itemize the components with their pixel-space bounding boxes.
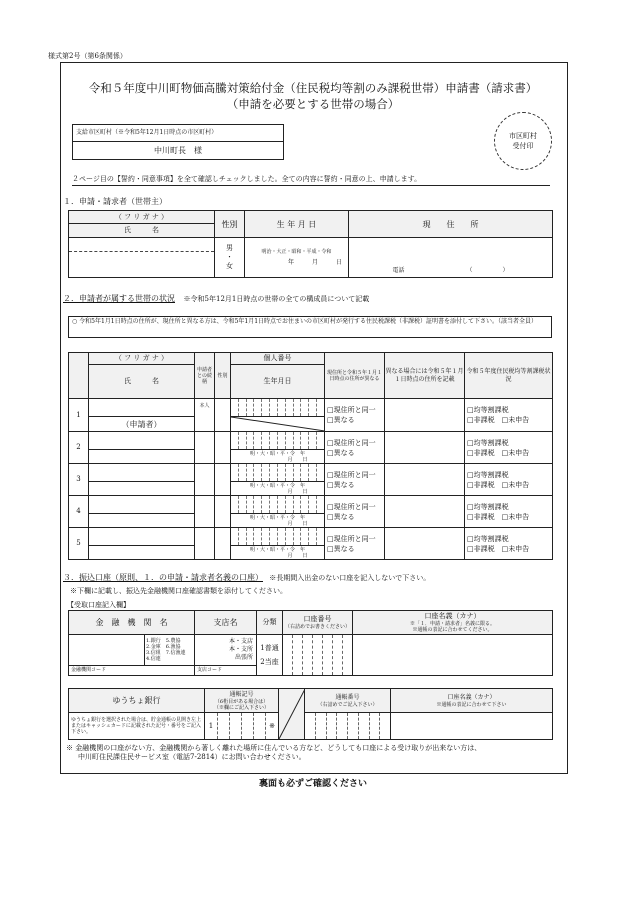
title-line-1: 令和５年度中川町物価高騰対策給付金（住民税均等割のみ課税世帯）申請書（請求書）	[88, 81, 538, 95]
header-dob: 生 年 月 日	[245, 211, 349, 238]
member-prev-address-field[interactable]	[385, 432, 465, 464]
symbol-note-1: （6桁目がある場合は）	[214, 698, 269, 705]
applicant-dob-field[interactable]	[245, 238, 349, 278]
holder2-header: 口座名義（カナ）	[447, 693, 496, 701]
hh-col-furigana: （ フ リ ガ ナ ）	[89, 353, 195, 365]
applicant-address-field[interactable]	[349, 238, 553, 278]
member-name-field[interactable]	[89, 546, 195, 560]
holder-note-2: ※通帳の表記に合わせてください。	[412, 627, 493, 633]
member-name-field[interactable]	[89, 450, 195, 464]
form-number: 様式第2号（第6条関係）	[48, 52, 127, 60]
member-tax-status[interactable]: □均等割課税 □非課税 □未申告	[465, 432, 553, 464]
member-sex-field[interactable]	[215, 464, 231, 496]
member-tax-status[interactable]: □均等割課税 □非課税 □未申告	[465, 496, 553, 528]
branch-code-field[interactable]: 支店コード	[195, 665, 257, 675]
member-name-field[interactable]	[89, 482, 195, 496]
holder-header: 口座名義（カナ）	[424, 612, 481, 620]
section1-heading: １．申請・請求者（世帯主）	[63, 197, 167, 206]
hh-col-relation: 申請者との続柄	[195, 353, 215, 399]
phone-paren: （ ）	[466, 267, 509, 274]
account-type-options[interactable]: 1普通 2当座	[257, 635, 283, 676]
mayor-name: 中川町長 様	[73, 142, 284, 160]
member-address-check[interactable]: □現住所と同一 □異なる	[325, 496, 385, 528]
account-header-note: （右詰めでお書きください）	[284, 624, 350, 630]
member-mynumber-field[interactable]	[231, 496, 325, 514]
member-prev-address-field[interactable]	[385, 496, 465, 528]
member-relation-field[interactable]	[195, 432, 215, 464]
member-dob-field[interactable]: 明・大・昭・平・令 年 月 日	[231, 514, 325, 528]
member-prev-address-field[interactable]	[385, 528, 465, 560]
household-row	[69, 399, 553, 417]
number-header: 通帳番号	[335, 693, 360, 701]
applicant-name-field[interactable]	[69, 238, 215, 278]
hh-col-address-diff: 異なる場合には令和５年１月１日時点の住所を記載	[385, 353, 465, 399]
member-name-field[interactable]	[89, 514, 195, 528]
section2-heading	[63, 293, 369, 304]
address-notice: ○ 令和5年1月1日時点の住所が、現住所と異なる方は、令和5年1月1日時点でお住まいの市区町村が発行する住民税課税（非課税）証明書を添付して下さい。（該当者全員）	[68, 316, 552, 338]
number-note: （右詰めでご記入下さい）	[317, 701, 378, 708]
member-tax-status[interactable]: □均等割課税 □非課税 □未申告	[465, 399, 553, 432]
bank-name-field[interactable]	[69, 635, 145, 666]
member-furigana-field[interactable]	[89, 432, 195, 450]
household-row	[69, 432, 553, 450]
member-sex-field[interactable]	[215, 496, 231, 528]
member-number: 5	[69, 528, 89, 560]
footer-note	[66, 744, 556, 762]
member-address-check[interactable]: □現住所と同一 □異なる	[325, 399, 385, 432]
member-address-check[interactable]: □現住所と同一 □異なる	[325, 432, 385, 464]
member-furigana-field[interactable]	[89, 399, 195, 417]
member-number: 3	[69, 464, 89, 496]
member-sex-field[interactable]	[215, 432, 231, 464]
member-name-field[interactable]: （申請者）	[89, 417, 195, 432]
member-dob-field[interactable]: 明・大・昭・平・令 年 月 日	[231, 546, 325, 560]
yucho-symbol-field[interactable]	[205, 713, 279, 740]
seal-line-2: 受付印	[512, 142, 534, 150]
bank-col-name: 金 融 機 関 名	[69, 611, 195, 635]
bank-col-account	[283, 611, 353, 635]
yucho-number-field[interactable]	[305, 713, 391, 740]
hh-col-mynumber: 個人番号	[231, 353, 325, 365]
bank-col-holder	[353, 611, 553, 635]
section3-heading	[63, 573, 430, 583]
member-relation-field[interactable]	[195, 496, 215, 528]
member-address-check[interactable]: □現住所と同一 □異なる	[325, 528, 385, 560]
section3-title: ３．振込口座（原則、１．の申請・請求者名義の口座）	[63, 573, 263, 582]
phone-label: 電話	[392, 267, 405, 274]
member-relation-field[interactable]	[195, 464, 215, 496]
member-prev-address-field[interactable]	[385, 399, 465, 432]
yucho-note: ゆうちょ銀行を選択された場合は、貯金通帳の見開き左上またはキャッシュカードに記載された記号・番号をご記入下さい。	[69, 713, 205, 740]
symbol-header: 通帳記号	[229, 690, 254, 698]
dob-ymd: 年 月 日	[287, 258, 342, 266]
bank-table	[68, 610, 553, 676]
section2-title: ２．申請者が属する世帯の状況	[63, 294, 175, 303]
bank-col-type: 分類	[257, 611, 283, 635]
bank-col-branch: 支店名	[195, 611, 257, 635]
section2-note: ※令和5年12月1日時点の世帯の全ての構成員について記載	[183, 295, 370, 303]
title-line-2: （申請を必要とする世帯の場合）	[226, 97, 400, 111]
yucho-holder-field[interactable]	[391, 713, 553, 740]
back-side-notice: 裏面も必ずご確認ください	[258, 779, 367, 789]
bank-code-field[interactable]: 金融機関コード	[69, 665, 195, 675]
hh-col-number	[69, 353, 89, 399]
household-row	[69, 496, 553, 514]
member-tax-status[interactable]: □均等割課税 □非課税 □未申告	[465, 464, 553, 496]
hh-col-address-check: 現住所と令和５年１月１日時点の住所が異なる	[325, 353, 385, 399]
member-furigana-field[interactable]	[89, 464, 195, 482]
section3-note2: ※下欄に記載し、振込先金融機関口座確認書類を添付してください。	[70, 587, 287, 595]
form-title	[60, 80, 566, 112]
reception-seal	[494, 112, 552, 170]
yucho-table	[68, 688, 553, 740]
diagonal-line-icon	[279, 689, 305, 739]
header-sex: 性別	[215, 211, 245, 238]
account-header: 口座番号	[303, 615, 332, 623]
footer-note-1: ※ 金融機関の口座がない方、金融機関から著しく離れた場所に住んでいる方など、どうしても口座による受け取りが出来ない方は、	[66, 744, 482, 752]
pledge-statement: ２ページ目の【誓約・同意事項】を全て確認しチェックしました。全ての内容に誓約・同意の上、申請します。	[72, 175, 550, 186]
yucho-divider	[279, 689, 305, 740]
holder2-note: ※通帳の表記に合わせて下さい	[436, 701, 507, 708]
member-furigana-field[interactable]	[89, 496, 195, 514]
member-dob-field[interactable]: 明・大・昭・平・令 年 月 日	[231, 482, 325, 496]
yucho-col-symbol	[205, 689, 279, 713]
municipality-box	[72, 124, 284, 160]
hh-col-sex: 性別	[215, 353, 231, 399]
bank-type-options: 1.銀行 5.農協 2.金庫 6.漁協 3.信組 7.信漁連 4.信連	[145, 635, 195, 666]
yucho-col-number	[305, 689, 391, 713]
member-mynumber-field[interactable]	[231, 464, 325, 482]
applicant-table	[68, 210, 553, 278]
applicant-sex-field[interactable]: 男 ・ 女	[215, 238, 245, 278]
member-sex-field[interactable]	[215, 399, 231, 432]
section3-note: ※長期間入出金のない口座を記入しないで下さい。	[269, 574, 431, 582]
header-furigana: （ フ リ ガ ナ ）	[69, 211, 215, 224]
member-dob-field[interactable]	[231, 417, 325, 432]
hh-col-name: 氏 名	[89, 365, 195, 399]
symbol-note-2: （※欄にご記入下さい）	[213, 704, 269, 711]
yucho-col-holder	[391, 689, 553, 713]
member-prev-address-field[interactable]	[385, 464, 465, 496]
hh-col-dob: 生年月日	[231, 365, 325, 399]
municipality-label: 支給市区町村（※令和5年12月1日時点の市区町村）	[73, 125, 284, 142]
footer-note-2: 中川町住民課住民サービス室（電話7-2814）にお問い合わせください。	[78, 753, 306, 761]
seal-line-1: 市区町村	[509, 132, 537, 140]
member-number: 4	[69, 496, 89, 528]
household-table	[68, 352, 553, 560]
member-sex-field[interactable]	[215, 528, 231, 560]
account-number-field[interactable]	[283, 635, 353, 676]
member-mynumber-field[interactable]	[231, 528, 325, 546]
account-holder-field[interactable]	[353, 635, 553, 676]
holder-note-1: ※「１．申請・請求者」名義に限る。	[409, 621, 495, 627]
member-mynumber-field[interactable]	[231, 399, 325, 417]
dob-eras: 明治・大正・昭和・平成・令和	[261, 248, 332, 255]
yucho-bank-name: ゆうちょ銀行	[69, 689, 205, 713]
bank-label: 【受取口座記入欄】	[67, 601, 130, 609]
diagonal-line-icon	[231, 417, 325, 431]
member-dob-field[interactable]: 明・大・昭・平・令 年 月 日	[231, 450, 325, 464]
branch-type-options: 本・支店 本・支所 出張所	[195, 635, 257, 666]
member-relation-field[interactable]	[195, 528, 215, 560]
member-address-check[interactable]: □現住所と同一 □異なる	[325, 464, 385, 496]
household-row	[69, 528, 553, 546]
member-relation-field[interactable]: 本人	[195, 399, 215, 432]
header-address: 現 住 所	[349, 211, 553, 238]
household-row	[69, 464, 553, 482]
header-name: 氏 名	[69, 224, 215, 238]
hh-col-tax: 令和５年度住民税均等割課税状況	[465, 353, 553, 399]
member-furigana-field[interactable]	[89, 528, 195, 546]
member-number: 1	[69, 399, 89, 432]
symbol-first-digit: 1	[205, 713, 218, 739]
member-number: 2	[69, 432, 89, 464]
symbol-star: ※	[269, 721, 275, 730]
member-tax-status[interactable]: □均等割課税 □非課税 □未申告	[465, 528, 553, 560]
member-mynumber-field[interactable]	[231, 432, 325, 450]
